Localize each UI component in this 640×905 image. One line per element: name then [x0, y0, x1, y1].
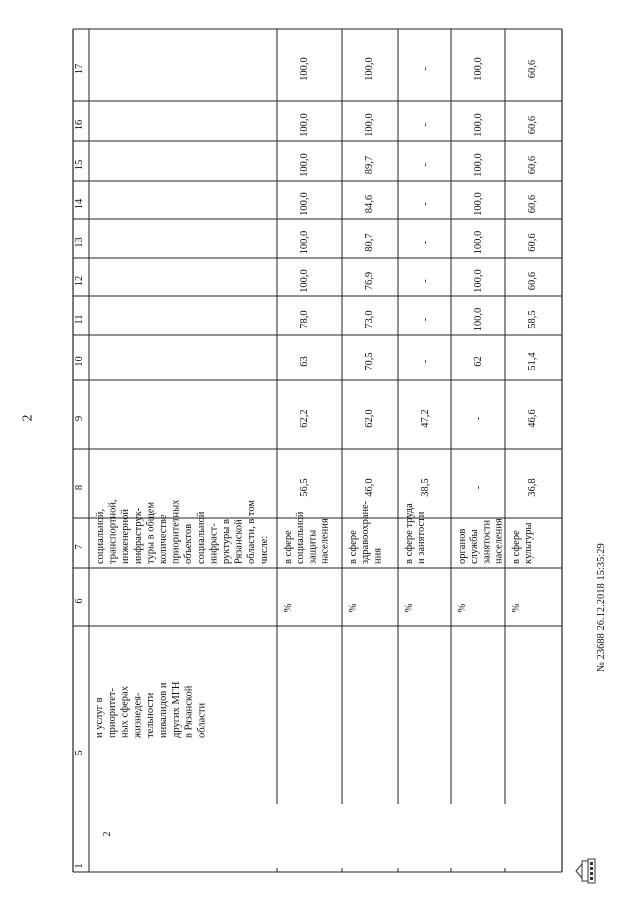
value-cell: - [420, 67, 431, 71]
value-cell: 100,0 [364, 57, 375, 81]
value-cell: 89,7 [364, 155, 375, 175]
intro-text-line: приоритетных [170, 499, 182, 564]
value-cell: 100,0 [473, 269, 484, 293]
value-cell: 100,0 [299, 153, 310, 177]
value-cell: 100,0 [299, 113, 310, 137]
column-number: 8 [74, 484, 85, 491]
value-cell: 84,6 [364, 194, 375, 214]
row-unit: % [457, 603, 468, 613]
column-number: 16 [74, 119, 85, 131]
row-label-line: населения [319, 518, 331, 564]
intro-text-line: Рязанской [233, 519, 245, 564]
indicator-name-line: других МГН [170, 681, 182, 738]
value-cell: 60,6 [527, 115, 538, 135]
row-label-line: службы [469, 529, 481, 564]
row-unit: % [283, 603, 294, 613]
value-cell: 62,2 [299, 409, 310, 428]
value-cell: 60,6 [527, 194, 538, 214]
column-number: 6 [74, 598, 85, 604]
row-label-line: в сфере [348, 530, 359, 564]
row-label-line: и занятости [416, 511, 428, 564]
page-number: 2 [20, 414, 36, 422]
registration-stamp: № 23688 26.12.2018 15:35:29 [596, 543, 607, 672]
intro-text-line: руктуры в [221, 519, 232, 564]
value-cell: 100,0 [473, 192, 484, 216]
value-cell: 70,5 [364, 352, 375, 371]
row-label-line: ния [372, 547, 384, 564]
column-number: 7 [74, 544, 85, 550]
indicator-name-line: инвалидов и [158, 682, 169, 738]
row-label-line: населения [493, 518, 505, 564]
indicator-name-line: и услуг в [94, 697, 105, 738]
column-number: 17 [74, 63, 85, 75]
indicator-name-line: ных сферах [119, 686, 131, 738]
column-number: 1 [74, 863, 85, 869]
row-label-line: органов [457, 528, 468, 564]
column-number: 11 [74, 314, 85, 325]
value-cell: 100,0 [299, 269, 310, 293]
intro-text-line: объектов [183, 523, 195, 564]
value-cell: 47,2 [420, 409, 431, 428]
row-label-line: социальной [295, 511, 307, 564]
intro-text-line: транспортной, [107, 499, 119, 564]
row-label-line: защиты [307, 529, 319, 564]
intro-text-line: социальной, [95, 508, 106, 564]
value-cell: 100,0 [299, 192, 310, 216]
value-cell: 60,6 [527, 59, 538, 79]
indicator-name-line: в Рязанской [183, 685, 195, 738]
value-cell: 100,0 [473, 230, 484, 255]
value-cell: 36,8 [527, 478, 538, 497]
value-cell: 58,5 [527, 310, 538, 329]
value-cell: 100,0 [473, 57, 484, 81]
value-cell: 100,0 [473, 113, 484, 137]
indicator-name-line: тельности [145, 692, 157, 738]
value-cell: - [420, 240, 431, 245]
row-unit: % [511, 603, 522, 613]
value-cell: 38,5 [420, 478, 431, 497]
value-cell: 62,0 [364, 409, 375, 428]
column-number: 2 [102, 831, 113, 837]
value-cell: 78,0 [299, 310, 310, 329]
value-cell: - [420, 202, 431, 206]
value-cell: 76,9 [364, 271, 375, 291]
value-cell: - [420, 163, 431, 167]
value-cell: 46,6 [527, 409, 538, 428]
intro-text-line: области, в том [246, 499, 258, 564]
intro-text-line: количестве [158, 514, 169, 564]
intro-text-line: инженерной [120, 508, 132, 564]
column-number: 14 [74, 198, 85, 210]
column-number: 15 [74, 159, 85, 171]
value-cell: 73,0 [364, 310, 375, 329]
value-cell: - [473, 485, 484, 490]
value-cell: 100,0 [473, 307, 484, 332]
value-cell: 60,6 [527, 271, 538, 291]
value-cell: 100,0 [473, 153, 484, 177]
column-number: 13 [74, 237, 85, 248]
row-label-line: в сфере [511, 530, 522, 564]
indicator-name-line: области [196, 702, 208, 738]
value-cell: 62 [473, 356, 484, 367]
row-label-line: здравоохране- [360, 500, 372, 564]
intro-text-line: социальной [195, 511, 207, 564]
indicator-name-line: жизнедея- [132, 692, 144, 738]
row-label-line: в сфере труда [404, 503, 415, 564]
value-cell: - [420, 317, 431, 322]
column-number: 10 [74, 356, 85, 367]
indicator-name-line: приоритет- [106, 688, 118, 738]
value-cell: 80,7 [364, 233, 375, 252]
column-number: 5 [74, 750, 85, 756]
value-cell: - [420, 123, 431, 127]
intro-text-line: инфраструк- [132, 507, 144, 564]
row-label-line: занятости [481, 519, 493, 564]
column-number: 12 [74, 275, 85, 287]
column-number: 9 [74, 415, 85, 422]
value-cell: - [420, 359, 431, 364]
intro-text-line: туры в общем [145, 501, 157, 564]
value-cell: 56,5 [299, 478, 310, 497]
value-cell: 100,0 [364, 113, 375, 137]
row-unit: % [348, 603, 359, 613]
value-cell: 60,6 [527, 233, 538, 252]
row-label-line: в сфере [283, 530, 294, 564]
row-label-line: культуры [523, 522, 535, 564]
intro-text-line: числе: [258, 535, 270, 564]
row-unit: % [404, 603, 415, 613]
value-cell: 100,0 [299, 230, 310, 255]
intro-text-line: инфраст- [208, 523, 220, 564]
value-cell: 63 [299, 356, 310, 367]
value-cell: 60,6 [527, 155, 538, 175]
value-cell: - [473, 416, 484, 421]
value-cell: 46,0 [364, 478, 375, 497]
value-cell: 100,0 [299, 57, 310, 81]
value-cell: - [420, 279, 431, 283]
value-cell: 51,4 [527, 352, 538, 371]
